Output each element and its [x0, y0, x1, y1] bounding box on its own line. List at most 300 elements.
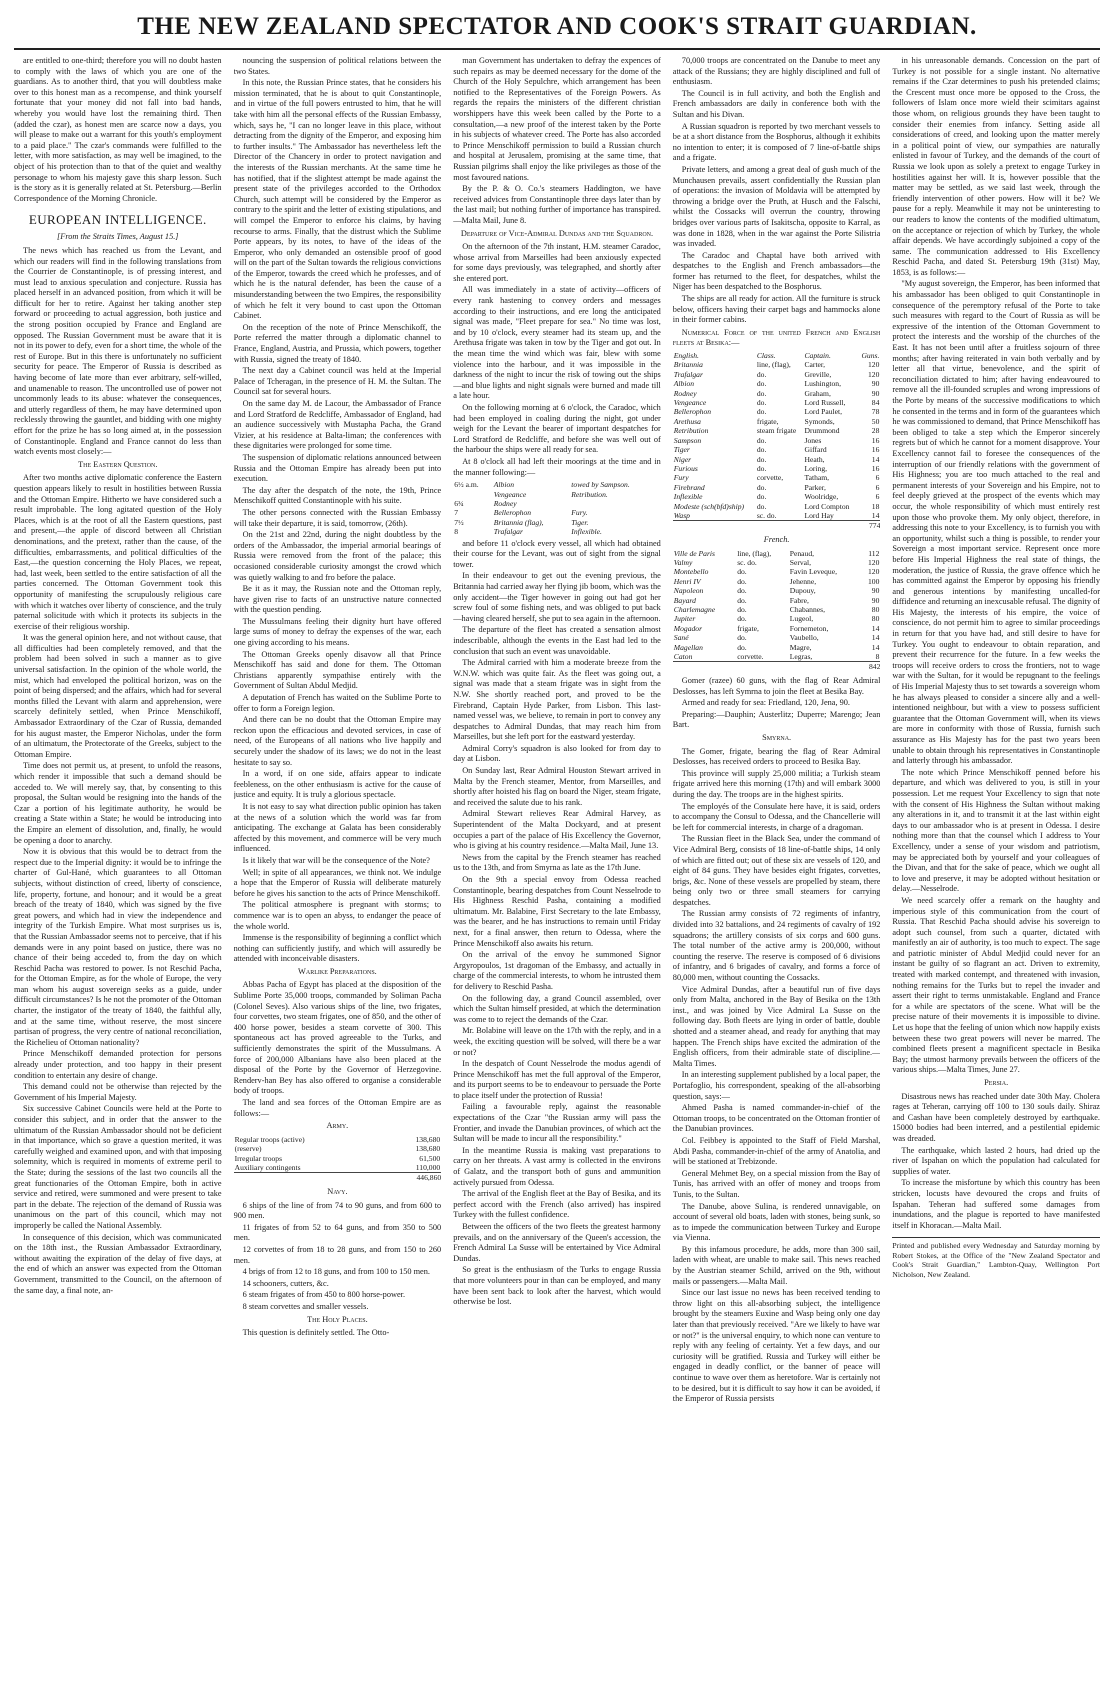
ship-class: do. — [756, 454, 767, 464]
french-head: French. — [763, 534, 790, 544]
ship-guns: 6 — [875, 482, 880, 492]
ship-name: Bellerophon — [673, 407, 712, 417]
paragraph: After two months active diplomatic conference the Eastern question appears likely to result in hostilities between Russia and the Ottoman Empire. Hitherto we have considered such a result improbable. The long agitated question of the Holy Places, which is at the root of all the Eastern questions, past and present,—the apple of discord between all Christian denominations, and the pretext, rather than the cause, of the difficulties, embarrassments, and political difficulties of the East,—the question concerning the Holy Places, we repeat, had, last week, been settled to the entire satisfaction of all the parties concerned. The Ottoman Government took this opportunity of manifesting the scrupulously religious care with which it watches over liberty of conscience, and the truly paternal solicitude with which it protects its subjects in the exercise of their religious worship. — [14, 473, 222, 631]
ship-guns: 112 — [868, 548, 880, 558]
fleet-row — [673, 455, 881, 464]
fleet-row — [673, 624, 881, 633]
paragraph: are entitled to one-third; therefore you will no doubt hasten to comply with the laws of which you are one of the guardians. As to another third, that you will doubtless make over to this honest man as a recompense, and think yourself fortunate that your money did not fall into bad hands, whereby you would have lost the remaining third. Then (added the czar), as honest men are scarce now a days, you will please to make out a warrant for this youth's employment to a paid place." The czar's commands were fulfilled to the letter, with more satisfaction, as may well be imagined, to the object of his protection than to that of the quiet and wealthy personage to whom his majesty gave this sharp lesson. Such is the story as it is generally related at St. Petersburg.—Berlin Correspondence of the Morning Chronicle. — [14, 56, 222, 203]
ship-guns: 120 — [868, 360, 880, 370]
paragraph: The Gomer, frigate, bearing the flag of Rear Admiral Deslosses, has received orders to proceed to Besika Bay. — [672, 746, 881, 767]
fleet-row — [673, 398, 881, 407]
paragraph: In the meantime Russia is making vast preparations to carry on her threats. A vast army is collected in the environs of Galatz, and the transport both of guns and ammunition actively pursued from Odessa. — [453, 1145, 661, 1187]
paragraph: Abbas Pacha of Egypt has placed at the disposition of the Sublime Porte 35,000 troops, commanded by Soliman Pacha (Colonel Seves). Also various ships of the line, two frigates, four corvettes, two steam frigates, one of 850, and the other of 400 horse power, besides a steam corvette of 300. This spontaneous act has proved agreeable to the Turks, and sufficiently demonstrates the spirit of the Mussulmans. A force of 200,000 Albanians have also been placed at the disposal of the Porte by the Governor of Herzegovine. Renderv-han Bey has also offered to organise a considerable body of troops. — [233, 980, 442, 1096]
ship-class: do. — [756, 445, 767, 455]
paragraph: The Caradoc and Chaptal have both arrived with despatches to the English and French ambassadors—the former has returned to the fleet, for despatches, whilst the Niger has been despatched to the Bosphorus. — [672, 250, 881, 292]
army-value: 138,680 — [415, 1134, 441, 1144]
paragraph: On Sunday last, Rear Admiral Houston Stewart arrived in Malta by the French steamer, Mentor, from Marseilles, and shortly after hoisted his flag on board the Niger, steam frigate, and received the salute due to his rank. — [453, 766, 661, 807]
paragraph: Well; in spite of all appearances, we think not. We indulge a hope that the Emperor of Russia will deliberate maturely before he gives his sanction to the acts of Prince Menschikoff. — [233, 867, 442, 898]
fleet-row — [673, 549, 881, 558]
tow-row — [453, 518, 661, 527]
col1-body-2 — [14, 473, 222, 1296]
fleet-row — [673, 577, 881, 586]
paragraph: This province will supply 25,000 militia; a Turkish steam frigate arrived here this morning (17th) and will embark 3000 during the day. The troops are in the highest spirits. — [672, 768, 881, 799]
ship-captain: Favin Leveque, — [789, 567, 838, 577]
col5-persia — [892, 1092, 1100, 1232]
tow-ship: Bellerophon — [493, 508, 532, 518]
paragraph: It is not easy to say what direction public opinion has taken at the news of a solution which the world was far from anticipating. The exchange at Galata has been considerably affected by this movement, and commerce will be very much influenced. — [233, 801, 442, 854]
ship-guns: 120 — [868, 557, 880, 567]
col3-body — [453, 56, 661, 227]
fleet-row — [673, 586, 881, 595]
paragraph: On the reception of the note of Prince Menschikoff, the Porte referred the matter through a diplomatic channel to France, England, Austria, and Prussia, which powers, together with Russia, signed the treaty of 1840. — [233, 322, 442, 364]
ship-class: line, (flag), — [756, 360, 791, 370]
holy-places-text: This question is definitely settled. The Otto- — [242, 1328, 390, 1338]
paragraph: On the afternoon of the 7th instant, H.M. steamer Caradoc, whose arrival from Marseilles had been anxiously expected for some days previously, was telegraphed, and shortly after she entered port. — [453, 242, 661, 283]
paragraph: The other persons connected with the Russian Embassy will take their departure, it is said, tomorrow, (26th). — [233, 507, 442, 528]
ship-guns: 90 — [871, 379, 880, 389]
paragraph: The Ottoman Greeks openly disavow all that Prince Menschikoff has said and done for them. The Ottoman Christians apparently sympathise entirely with the Government of Sultan Abdul Medjid. — [233, 649, 442, 691]
army-value: 110,000 — [415, 1163, 441, 1172]
fleet-row — [673, 473, 881, 482]
ship-captain: Jones — [804, 435, 822, 445]
subhead-eastern-question: The Eastern Question. — [78, 459, 158, 469]
paragraph: A Russian squadron is reported by two merchant vessels to be at a short distance from the Bosphorus, although it exhibits no intention to enter; it is composed of 7 line-of-battle ships and a frigate. — [672, 121, 881, 163]
ship-guns: 16 — [871, 435, 880, 445]
paragraph: News from the capital by the French steamer has reached us to the 13th, and from Smyrna as late as the 17th June. — [453, 852, 661, 873]
paragraph: Between the officers of the two fleets the greatest harmony prevails, and on the anniversary of the Queen's accession, the French Admiral La Susse will be entertained by Vice Admiral Dundas. — [453, 1222, 661, 1263]
ship-captain: Lord Compton — [804, 501, 850, 511]
army-row — [234, 1163, 442, 1172]
ship-guns: 28 — [871, 426, 880, 436]
ship-guns: 8 — [875, 652, 880, 661]
paragraph: The day after the despatch of the note, the 19th, Prince Menschikoff quitted Constantinople with his suite. — [233, 485, 442, 506]
army-value: 61,500 — [419, 1153, 441, 1163]
fleet-row — [673, 360, 881, 369]
col2-body-2 — [234, 980, 442, 1119]
ship-name: Montebello — [673, 567, 709, 577]
paragraph: Mr. Bolabine will leave on the 17th with the reply, and in a week, the exciting question will be solved, will there be a war or not? — [453, 1026, 661, 1057]
army-total: 446,860 — [234, 1172, 442, 1184]
paragraph: Gomer (razee) 60 guns, with the flag of Rear Admiral Deslosses, has left Symrna to join the fleet at Besika Bay. — [672, 676, 881, 696]
paragraph: On the 9th a special envoy from Odessa reached Constantinople, bearing despatches from Count Nesselrode to His Highness Reschid Pasha, containing a modified ultimatum. Mr. Balabine, First Secretary to the late Embassy, was the bearer, and he has instructions to remain until Friday next, for a final answer, then return to Odessa, where the Prince Menschikoff also awaits his return. — [453, 875, 661, 948]
paragraph: Ahmed Pasha is named commander-in-chief of the Ottoman troops, to be concentrated on the Ottoman frontier of the Danubian provinces. — [672, 1103, 881, 1134]
paragraph: On the same day M. de Lacour, the Ambassador of France and Lord Stratford de Redcliffe, Ambassador of England, had an audience successively with Mustapha Pacha, the Grand Vizier, at his residence at Balta-liman; the conferences with these dignitaries were prolonged for some time. — [233, 399, 442, 451]
col4-after-table — [673, 676, 881, 731]
ship-captain: Giffard — [804, 445, 827, 455]
paragraph: 6 steam frigates of from 450 to 800 horse-power. — [242, 1290, 406, 1300]
masthead-rule — [14, 48, 1100, 50]
ship-captain: Fabre, — [789, 595, 809, 605]
paragraph: The suspension of diplomatic relations announced between Russia and the Ottoman Empire has already been put into execution. — [233, 452, 442, 484]
columns — [14, 56, 1100, 1681]
tow-ship: Albion — [493, 480, 515, 490]
ship-guns: 84 — [871, 398, 880, 408]
paragraph: Prince Menschikoff demanded protection for persons already under protection, and too happy in their present condition to entertain any desire of change. — [14, 1049, 222, 1080]
paragraph: In a word, if on one side, affairs appear to indicate feebleness, on the other enthusiasm is active for the cause of justice and equity. It is truly a glorious spectacle. — [233, 769, 442, 800]
ship-name: Niger — [673, 454, 692, 464]
fleet-row — [673, 483, 881, 492]
paragraph: The Mussulmans feeling their dignity hurt have offered large sums of money to defray the expenses of the war, each one giving according to his means. — [233, 616, 442, 648]
ship-captain: Magre, — [789, 642, 812, 652]
tow-time: 7½ — [454, 517, 464, 527]
ship-name: Firebrand — [673, 482, 705, 492]
tow-towed-by: towed by Sampson. — [571, 480, 630, 490]
ship-name: Valmy — [673, 557, 693, 567]
paragraph: In consequence of this decision, which was communicated on the 18th inst., the Russian Ambassador Extraordinary, without awaiting the expiration of the delay of five days, at the end of which an answer was expected from the Ottoman Government, transmitted to the Council, on the afternoon of the same day, a final note, an- — [14, 1232, 222, 1295]
fleet-row — [673, 596, 881, 605]
ship-captain: Serval, — [789, 557, 812, 567]
ship-captain: Carter, — [804, 360, 826, 370]
ship-guns: 6 — [875, 492, 880, 502]
ship-class: do. — [756, 388, 767, 398]
naval-force-head: Numerical Force of the united French and English fleets at Besika:— — [672, 327, 881, 348]
paragraph: 12 corvettes of from 18 to 28 guns, and from 150 to 260 men. — [233, 1244, 442, 1265]
ship-name: Modeste (sch(bfd)ship) — [673, 501, 745, 511]
ship-captain: Graham, — [804, 388, 831, 398]
paragraph: The note which Prince Menschikoff penned before his departure, and which was delivered to you, is still in your possession. Let me request Your Excellency to sign that note with the consent of His Highness the Sultan without making any alterations in it, and to transmit it at the last within eight days to our ambassador who is at present in Odessa. I desire nothing more than that the counsel which I address to Your Excellency, under a sense of your wisdom and patriotism, may be appreciated both by yourself and your colleagues of the Divan, and that for the sake of peace, which we ought all to love and preserve, it may be adopted without hesitation or delay.—Nesselrode. — [892, 767, 1100, 894]
paragraph: By this infamous procedure, he adds, more than 300 sail, laden with wheat, are unable to make sail. This news reached by the Austrian steamer Schild, arrived on the 9th, without mails or passengers.—Malta Mail. — [672, 1244, 881, 1286]
tow-ship: Britannia (flag), — [493, 517, 544, 527]
fleet-row — [673, 502, 881, 511]
navy-list — [234, 1201, 442, 1313]
fleet-row — [673, 426, 881, 435]
subhead-persia: Persia. — [984, 1078, 1009, 1087]
subhead-holy-places: The Holy Places. — [307, 1314, 368, 1324]
section-title-european-intelligence: EUROPEAN INTELLIGENCE. — [28, 212, 207, 228]
tow-towed-by: Fury. — [571, 508, 588, 518]
tow-table — [453, 480, 661, 536]
masthead: THE NEW ZEALAND SPECTATOR AND COOK'S STRAIT GUARDIAN. — [137, 13, 977, 40]
tow-towed-by: Tiger. — [571, 517, 589, 527]
imprint: Printed and published every Wednesday and Saturday morning by Robert Stokes, at the Office of the "New Zealand Spectator and Cook's Strait Guardian," Lambton-Quay, Wellington Port Nicholson, New Zealand. — [892, 1237, 1100, 1279]
col-head-name: English. — [673, 351, 699, 361]
fleet-row — [673, 407, 881, 416]
paragraph: Is it likely that war will be the consequence of the Note? — [242, 855, 430, 865]
english-fleet-table — [673, 351, 881, 520]
ship-name: Mogador — [673, 623, 703, 633]
col4-body — [673, 56, 881, 326]
paragraph: The earthquake, which lasted 2 hours, had dried up the river of Ispahan on which the population had calculated for supplies of water. — [892, 1145, 1100, 1176]
paragraph: On the arrival of the envoy he summoned Signor Argyropoulos, 1st dragoman of the Embassy, and actually in charge of the commercial interests, to whom he intrusted them for delivery to Reschid Pasha. — [453, 950, 661, 991]
ship-captain: Chabannes, — [789, 604, 825, 614]
ship-guns: 14 — [871, 633, 880, 643]
ship-captain: Penaud, — [789, 548, 815, 558]
ship-name: Retribution — [673, 426, 709, 436]
fleet-row — [673, 558, 881, 567]
ship-guns: 14 — [871, 623, 880, 633]
col4-smyrna — [673, 747, 881, 1405]
ship-guns: 90 — [871, 388, 880, 398]
ship-name: Rodney — [673, 388, 697, 398]
ship-captain: Jehenne, — [789, 576, 817, 586]
ship-captain: Drummond — [804, 426, 840, 436]
army-row — [234, 1144, 442, 1153]
paragraph: So great is the enthusiasm of the Turks to engage Russia that more volunteers pour in than can be employed, and many have been sent back to look after the harvest, which would otherwise be lost. — [453, 1265, 661, 1307]
ship-captain: Vaubello, — [789, 633, 819, 643]
fleet-row — [673, 614, 881, 623]
ship-captain: Lord Hay — [804, 510, 834, 520]
ship-guns: 50 — [871, 416, 880, 426]
ship-captain: Parker, — [804, 482, 826, 492]
tow-row — [453, 527, 661, 536]
paragraph: The employés of the Consulate here have, it is said, orders to accompany the Consul to Odessa, and the Chancellerie will be left for commercial interests, in charge of a dragoman. — [672, 801, 881, 832]
ship-class: frigate, — [756, 416, 779, 426]
ship-class: do. — [756, 379, 767, 389]
ship-name: Inflexible — [673, 492, 703, 502]
fleet-row — [673, 492, 881, 501]
ship-name: Tiger — [673, 445, 690, 455]
paragraph: The political atmosphere is pregnant with storms; to commence war is to open an abyss, to endanger the peace of the whole world. — [233, 900, 442, 931]
subhead-departure-dundas: Departure of Vice-Admiral Dundas and the Squadron. — [460, 228, 654, 238]
fleet-row — [673, 436, 881, 445]
ship-guns: 6 — [875, 473, 880, 483]
ship-class: line, (flag), — [737, 548, 772, 558]
fleet-row — [673, 464, 881, 473]
ship-captain: Fornemeton, — [789, 623, 829, 633]
french-fleet-table — [673, 549, 881, 662]
subhead-warlike-preparations: Warlike Preparations. — [298, 966, 377, 976]
paragraph: This demand could not be otherwise than rejected by the Government of his Imperial Majesty. — [14, 1082, 222, 1102]
paragraph: man Government has undertaken to defray the expences of such repairs as may be deemed necessary for the dome of the Church of the Holy Sepulchre, which arrangement has been notified to the Representatives of the Foreign Powers. As regards the repairs the ministers of the different christian worshippers have this week been called by the Porte to a consultation,—a new proof of the interest taken by the Porte in his subjects of whatever creed. The Porte has also accorded to Prince Menschikoff permission to build a Russian church and hospital at Jerusalem, promising at the same time, that Russian pilgrims shall enjoy the like privileges as those of the most favoured nations. — [453, 56, 661, 182]
tow-row — [453, 490, 661, 499]
ship-class: do. — [737, 642, 747, 652]
col1-body — [14, 246, 222, 458]
ship-class: do. — [737, 614, 747, 624]
ship-captain: Heath, — [804, 454, 825, 464]
french-total: 842 — [673, 661, 881, 673]
army-row — [234, 1154, 442, 1163]
ship-name: Fury — [673, 473, 689, 483]
paragraph: 4 brigs of from 12 to 18 guns, and from 100 to 150 men. — [242, 1267, 430, 1277]
ship-name: Vengeance — [673, 398, 707, 408]
ship-class: do. — [756, 398, 767, 408]
col5-body — [892, 56, 1100, 1076]
col3-body-2 — [453, 539, 661, 1308]
tow-row — [453, 508, 661, 517]
ship-guns: 80 — [871, 604, 880, 614]
paragraph: The land and sea forces of the Ottoman Empire are as follows:— — [233, 1098, 442, 1118]
fleet-row — [673, 445, 881, 454]
ship-captain: Greville, — [804, 369, 832, 379]
ship-class: do. — [737, 567, 747, 577]
ship-name: Jupiter — [673, 614, 696, 624]
paragraph: General Mehmet Bey, on a special mission from the Bay of Tunis, has arrived with an offer of money and troops from Tunis, to the Sultan. — [672, 1168, 881, 1199]
paragraph: Since our last issue no news has been received tending to throw light on this all-absorbing subject, the intelligence brought by the steamers Euxine and Wasp being only one day later than that previously received. "Are we likely to have war or not?" is the universal enquiry, to which none can venture to reply with any feeling of certainty. Yet a few days, and our curiosity will be gratified. Russia and Turkey will either be engaged in deadly conflict, or the banner of peace will continue to wave over them as heretofore. War is certainly not to be desired, but it is difficult to say how it can be avoided, if the Emperor of Russia persists — [672, 1288, 881, 1404]
fleet-row — [673, 389, 881, 398]
paragraph: "My august sovereign, the Emperor, has been informed that his ambassador has been obliged to quit Constantinople in consequence of the peremptory refusal of the Porte to take such measures with regard to the Court of Russia as will be expressive of the intention of the Ottoman Government to protect the interests and the worship of the churches of the East. It has not been until after a fruitless sojourn of three months; after having reiterated in vain both verbally and by letter all that virtue, benevolence, and the spirit of reconciliation dictated to him; after having endeavoured to remove all the ill-founded scruples and wrong impressions of the Porte by means of the successive modifications to which he consented in the terms and in form of the guarantees which he was commissioned to demand, that Prince Menschikoff has been obliged to take a step which the Emperor sincerely regrets but of which he cannot for a moment disapprove. Your Excellency cannot fail to foresee the consequences of the interruption of our friendly relations with the government of His Highness; you are too much attached to the real and permanent interests of your Sovereign and his Empire, not to feel deeply grieved at the prospect of the events which may occur, the whole responsibility of which must entirely rest upon those who provoke them. My only object, therefore, in addressing this note to your Excellency, is to furnish you with an opportunity, whilst such a thing is possible, to render your Sovereign a most important service. Represent once more before His Imperial Highness the real state of things, the moderation, the justice of Russia, the grave offence which he has committed against the Emperor by opposing his friendly and generous intentions by manifesting uncalled-for diffidence and returning an inexcusable refusal. The dignity of His Majesty, the interests of his empire, the voice of conscience, do not permit him to agree to similar proceedings in return for that you have had, and still desire to have for Turkey. You ought to endeavour to obtain reparation, and prevent their recurrence for the future. In a few weeks the troops will receive orders to cross the frontiers, not to wage war with the Sultan, for it would be repugnant to the feelings of His Imperial Majesty thus to set towards a sovereign whom he has always pleased to consider a sincere ally and a well-intentioned neighbour, but with a view to possess sufficient guarantee that the Ottoman Government will, when its views are more in conformity with those of Russia, furnish such assurance as His Majesty has for the past two years been unable to obtain through his representatives in Constantinople and latterly through his ambassador. — [892, 279, 1100, 766]
paragraph: In their endeavour to get out the evening previous, the Britannia had carried away her flying jib boom, which was the only accident—the Tiger however in going out had got her screw foul of some fishing nets, and was obliged to put back—having cleared herself, she put to sea again in the afternoon. — [453, 571, 661, 623]
section-source: [From the Straits Times, August 15.] — [57, 232, 179, 242]
ship-class: corvette. — [737, 652, 764, 661]
ship-guns: 16 — [871, 463, 880, 473]
ship-class: do. — [737, 576, 747, 586]
ship-captain: Lushington, — [804, 379, 841, 389]
ship-name: Charlemagne — [673, 604, 716, 614]
column-2 — [234, 56, 442, 1681]
ship-guns: 18 — [871, 501, 880, 511]
tow-towed-by: Inflexible. — [571, 527, 602, 537]
ship-class: sc. do. — [737, 557, 757, 567]
ship-guns: 78 — [871, 407, 880, 417]
tow-time: 6¾ — [454, 498, 464, 508]
tow-row — [453, 499, 661, 508]
ship-name: Ville de Paris — [673, 548, 715, 558]
ship-guns: 14 — [871, 642, 880, 652]
paragraph: The departure of the fleet has created a sensation almost indescribable, although the events in the East had led to the conclusion that such an event was unavoidable. — [453, 625, 661, 656]
ship-class: do. — [737, 604, 747, 614]
ship-captain: Legras, — [789, 652, 813, 661]
paragraph: A deputation of French has waited on the Sublime Porte to offer to form a Foreign legion. — [233, 693, 442, 713]
paragraph: in his unreasonable demands. Concession on the part of Turkey is not possible for a single instant. No alternative remains if the Czar determines to push his pretended claims; the Crescent must once more be opposed to the Cross, the followers of Islam once more wield their scimitars against those whom, on religious grounds they have been taught to consider their enemies from infancy. Setting aside all considerations of creed, and looking upon the matter merely in a political point of view, our sympathies are naturally enlisted in favour of Turkey, and the demands of the court of Russia we look upon as solely a pretext to engage Turkey in hostilities against her will. It is, however possible that the matter may be settled, as we said last week, through the friendly intervention of other powers. How will it be? We pause for a reply. Meanwhile it may not be uninteresting to our readers to know the contents of the modified ultimatum, on the acceptance or rejection of which by Turkey, the whole affair depends. We have accordingly subjoined a copy of the same. The communication addressed to His Excellency Reschid Pacha, and dated St. Petersburg 19th (31st) May, 1853, is as follows:— — [892, 56, 1100, 277]
col1-intro — [14, 56, 222, 204]
ship-class: frigate, — [737, 623, 759, 633]
fleet-row — [673, 633, 881, 642]
ship-captain: Tatham, — [804, 473, 830, 483]
tow-time: 6½ a.m. — [454, 480, 479, 490]
paragraph: Admiral Corry's squadron is also looked for from day to day at Lisbon. — [453, 743, 661, 764]
paragraph: Be it as it may, the Russian note and the Ottoman reply, have given rise to facts of an unstructive nature connected with the question pending. — [233, 584, 442, 615]
tow-time: 8 — [454, 527, 458, 537]
column-1 — [14, 56, 222, 1681]
col-head-class: Class. — [756, 351, 776, 361]
paragraph: Armed and ready for sea: Friedland, 120, Jena, 90. — [681, 698, 850, 708]
ship-class: do. — [756, 492, 767, 502]
tow-ship: Trafalgar — [493, 527, 523, 537]
paragraph: Disastrous news has reached under date 30th May. Cholera rages at Teheran, carrying off 100 to 130 souls daily. Shiraz and Cashan have been completely destroyed by earthquake. 15000 bodies had been interred, and a pestilential epidemic was dreaded. — [892, 1091, 1100, 1143]
ship-guns: 120 — [868, 567, 880, 577]
col3-departure — [453, 242, 661, 478]
paragraph: Now it is obvious that this would be to detract from the respect due to the Imperial dignity: it would be to infringe the charter of Gul-Hané, which guarantees to all Ottoman subjects, without distinction of creed, liberty of conscience, life, property, fortune, and honour; and it would be a great breach of the treaty of 1840, which was signed by the five great powers, and which had in view the independence and integrity of the Turkish Empire. What most surprises us is, that the Russian Ambassador seems not to perceive, that if his demands were in any point based on justice, there was no chance of their being acceded to, from the day on which Reschid Pacha was restored to power. Is not Reschid Pacha, for the Ottoman Empire, as for the whole of Europe, the very man whom his august sovereign seeks as a guide, under difficult circumstances? Is he not the promoter of the Ottoman charter, the instigator of the treaty of 1840, the faithful ally, and at the same time, without reserve, the most sincere partisan of progress, the very centre of national reconciliation, the Richelieu of Ottoman nationality? — [14, 847, 222, 1047]
subhead-smyrna: Smyrna. — [762, 732, 792, 742]
ship-name: Sampson — [673, 435, 702, 445]
tow-time: 7 — [454, 508, 458, 518]
paragraph: Six successive Cabinet Councils were held at the Porte to consider this subject, and in order that the answer to the ultimatum of the Russian Ambassador should not be deficient in that importance, which so grave a question merited, it was carefully weighed and examined upon, and with that imposing solemnity, which is required in moments of extreme peril to the State; during the sessions of the last two councils all the great functionaries of the Ottoman Empire, both in active service and retired, were summoned and were present to take part in the debate. The rejection of the demand of Russia was unanimous on the part of this council, which may not improperly be called the National Assembly. — [14, 1104, 222, 1230]
ship-class: do. — [737, 633, 747, 643]
paragraph: 6 ships of the line of from 74 to 90 guns, and from 600 to 900 men. — [233, 1200, 442, 1221]
army-row — [234, 1135, 442, 1144]
paragraph: 14 schooners, cutters, &c. — [242, 1278, 329, 1288]
ship-captain: Woolridge, — [804, 492, 839, 502]
ship-name: Napoleon — [673, 586, 704, 596]
fleet-row — [673, 652, 881, 661]
paragraph: It was the general opinion here, and not without cause, that all difficulties had been completely removed, and that the problem had been solved in such a manner as to give universal satisfaction. In the opinion of the whole world, the mist, which had enveloped the political horizon, was on the point of being dispersed; and the affairs, which had for several months filled the Levant with alarm and apprehension, were scarcely definitely settled, when Prince Menschikoff, Ambassador Extraordinary of the Czar of Russia, demanded for his august master, the Emperor Nicholas, under the form of an ultimatum, the Protectorate of the Greeks, subject to the Ottoman Empire. — [14, 633, 222, 759]
paragraph: The Admiral carried with him a moderate breeze from the W.N.W. which was quite fair. As the fleet was going out, a signal was made that a steam frigate was in sight from the N.W. She shortly reached port, and proved to be the Firebrand, Captain Hyde Parker, from Lisbon. This last-named vessel was, we believe, to remain in port to convey any despatches to Admiral Dundas, that may reach him from Marseilles, but she left port for the eastward yesterday. — [453, 658, 661, 742]
paragraph: On the 21st and 22nd, during the night doubtless by the orders of the Ambassador, the imperial armorial bearings of Russia were removed from the front of the palace; this occasioned considerable curiosity amongst the crowd which was quietly walking to and fro before the palace. — [233, 530, 442, 582]
paragraph: The ships are all ready for action. All the furniture is struck below, officers having their carpet bags and hammocks alone in their former cabins. — [672, 294, 881, 325]
ship-captain: Dupouy, — [789, 586, 816, 596]
ship-name: Caton — [673, 652, 693, 661]
ship-name: Bayard — [673, 595, 696, 605]
ship-class: do. — [756, 407, 767, 417]
subhead-army: Army. — [326, 1121, 349, 1131]
paragraph: Private letters, and among a great deal of gush much of the Munchausen prevails, assert confidentially the Russian plan of operations: the invasion of Moldavia will be attempted by throwing a bridge over the Pruth, at Husch and the Falschi, whilst the Cossacks will overrun the country, throwing bridges over various parts of Isakitscha, opposite to Karral, as was done in 1828, when in the war against the Porte Silistria was invaded. — [672, 164, 881, 249]
ship-guns: 100 — [868, 576, 880, 586]
paragraph: Admiral Stewart relieves Rear Admiral Harvey, as Superintendent of the Malta Dockyard, and at present occupies a part of the palace of His Excellency the Governor, who is giving at his country residence.—Malta Mail, June 13. — [453, 809, 661, 851]
army-value: 138,680 — [415, 1144, 441, 1154]
english-total: 774 — [673, 520, 881, 532]
paragraph: On the following morning at 6 o'clock, the Caradoc, which had been employed in coaling during the night, got under weigh for the Levant the bearer of important despatches for Lord Stratford de Redcliffe, and before she was well out of the harbour the ships were all ready for sea. — [453, 403, 661, 455]
ship-guns: 90 — [871, 586, 880, 596]
ship-name: Arethusa — [673, 416, 701, 426]
ship-class: do. — [737, 595, 747, 605]
ship-guns: 90 — [871, 595, 880, 605]
col2-body — [234, 56, 442, 965]
ship-guns: 80 — [871, 614, 880, 624]
ship-guns: 120 — [868, 369, 880, 379]
tow-towed-by — [570, 499, 661, 508]
army-label: Regular troops (active) — [234, 1134, 305, 1144]
ship-name: Albion — [673, 379, 695, 389]
ship-class: do. — [756, 369, 767, 379]
ship-class: do. — [737, 586, 747, 596]
ship-class: steam frigate — [756, 426, 797, 436]
paragraph: The next day a Cabinet council was held at the Imperial Palace of Tcheragan, in the presence of H. M. the Sultan. The Council sat for several hours. — [233, 366, 442, 397]
paragraph: The Council is in full activity, and both the English and French ambassadors are daily in conference both with the Sultan and his Divan. — [672, 88, 881, 119]
column-3 — [453, 56, 661, 1681]
ship-name: Sané — [673, 633, 689, 643]
paragraph: And there can be no doubt that the Ottoman Empire may reckon upon the efficacious and devoted services, in case of need, of the Europeans of all nations who live happily and securely under the shadow of its laws; we do not in the least hesitate to say so. — [233, 715, 442, 767]
paragraph: The Russian fleet in the Black Sea, under the command of Vice Admiral Berg, consists of 18 line-of-battle ships, 14 only of which are fitted out; out of these six are vessels of 120, and eight of 84 guns. They have besides eight frigates, corvettes, brigs, &c. None of these vessels are propelled by steam, there being only two or three small steamers for carrying despatches. — [672, 834, 881, 907]
fleet-row — [673, 379, 881, 388]
column-5 — [892, 56, 1100, 1681]
paragraph: The Danube, above Sulina, is rendered unnavigable, on account of several old boats, laden with stones, being sunk, so as to impede the communication between Turkey and Europe via Vienna. — [672, 1201, 881, 1243]
paragraph: In the despatch of Count Nesselrode the modus agendi of Prince Menschikoff has met the full approval of the Emperor, and its purport seems to be to endeavour to persuade the Porte to place itself under the protection of Russia! — [453, 1059, 661, 1100]
paragraph: We need scarcely offer a remark on the haughty and imperious style of this communication from the court of Russia. That Reschid Pacha should advise his sovereign to adopt such counsel, from such a quarter, dictated with manifestly an air of authority, is too much to expect. The sage and patriotic minister of Abdul Medjid could never for an instant be guilty of so flagrant an act. Driven to extremity, treated with marked contempt, and threatened with invasion, nothing remains for the Turks but to repel the invader and assert their right to terms unmistakable. England and France for a while are spectators of the scene. What will be the precise nature of their movements it is impossible to divine. Let us hope that the feeling of union which now happily exists between these two great powers will never be marred. The combined fleets present a magnificent spectacle in Besika Bay; the utmost harmony prevails between the officers of the various ships.—Malta Times, June 27. — [892, 895, 1100, 1075]
tow-ship: Rodney — [493, 498, 517, 508]
ship-guns: 16 — [871, 445, 880, 455]
paragraph: To increase the misfortune by which this country has been stricken, locusts have devoured the crops and fruits of Ispahan. Teheran had suffered some damages from inundations, and the plague is reported to have manifested itself in Khoracan.—Malta Mail. — [892, 1178, 1100, 1230]
ship-captain: Loring, — [804, 463, 828, 473]
ship-name: Trafalgar — [673, 369, 703, 379]
fleet-row — [673, 567, 881, 576]
paragraph: By the P. & O. Co.'s steamers Haddington, we have received advices from Constantinople three days later than by the last mail; but nothing further of importance has transpired.—Malta Mail, June 8. — [453, 184, 661, 225]
paragraph: Vice Admiral Dundas, after a beautiful run of five days only from Malta, anchored in the Bay of Besika on the 13th inst., and was joined by Vice Admiral La Susse on the following day. Both fleets are lying in order of battle, double shotted and a steamer ahead, and ready for anything that may happen. The French ships have excited the admiration of the English officers, from their admirable state of discipline.—Malta Times. — [672, 984, 881, 1068]
column-4 — [673, 56, 881, 1681]
paragraph: Immense is the responsibility of beginning a conflict which nothing can sufficiently justify, and which will assuredly be attended with inconceivable disasters. — [233, 933, 442, 964]
ship-class: do. — [756, 463, 767, 473]
ship-name: Henri IV — [673, 576, 701, 586]
paragraph: The Russian army consists of 72 regiments of infantry, divided into 32 battalions, and 24 regiments of cavalry of 192 squadrons; the artillery consists of six corps and 600 guns. The total number of the active army is 200,000, without counting the reserve. The reserve is composed of 6 divisions of infantry, and 6 brigades of cavalry, and forms a force of 80,000 men, without counting the Cossacks. — [672, 909, 881, 983]
paragraph: In an interesting supplement published by a local paper, the Portafoglio, his correspondent, speaking of the all-absorbing question, says:— — [672, 1070, 881, 1101]
ship-class: do. — [756, 435, 767, 445]
ship-name: Magellan — [673, 642, 703, 652]
army-table — [234, 1135, 442, 1173]
fleet-row — [673, 511, 881, 520]
ship-name: Wasp — [673, 510, 690, 520]
ship-guns: 14 — [871, 510, 880, 520]
paragraph: and before 11 o'clock every vessel, all which had obtained their course for the Levant, was out of sight from the signal tower. — [453, 538, 661, 569]
tow-time — [453, 490, 493, 499]
paragraph: Preparing:—Dauphin; Austerlitz; Duperre; Marengo; Jean Bart. — [672, 709, 881, 730]
fleet-row — [673, 370, 881, 379]
paragraph: Failing a favourable reply, against the reasonable expectations of the Czar "the Russian army will pass the Frontier, and invade the Danubian provinces, of which act the Sultan will be made to incur all the responsibility." — [453, 1102, 661, 1144]
tow-towed-by: Retribution. — [571, 489, 608, 499]
paragraph: nouncing the suspension of political relations between the two States. — [233, 56, 442, 76]
paragraph: The news which has reached us from the Levant, and which our readers will find in the following translations from the Courrier de Constantinople, is of pressing interest, and must lead to anxious speculation and conjecture. Russia has placed herself in an advanced position, from which it will be difficult for her to retire. Against her taking another step forward or proceeding to actual aggression, both justice and the strong position occupied by France and England are opposed. The Russian Government must be aware that it is not in its power to defy, even for a short time, the whole of the rest of Europe. But in this there is unfortunately no sufficient security for peace. The Emperor of Russia is described as having become of late more than ever arbitrary, self-willed, and unamenable to reason. The uncontrolled use of power not uncommonly leads to its abuse: whatever the consequences, and utterly regardless of them, he may have determined upon recklessly throwing the gauntlet, and bidding with one mighty effort for the prize he has so long aimed at, in the possession of Constantinople. England and France cannot do less than watch events most closely:— — [14, 245, 222, 457]
fleet-row — [673, 605, 881, 614]
subhead-navy: Navy. — [327, 1187, 348, 1196]
army-label: (reserve) — [234, 1144, 262, 1154]
paragraph: In this note, the Russian Prince states, that he considers his mission terminated, that he is about to quit Constantinople, and in virtue of the full powers entrusted to him, that he will take with him all the personal effects of the Russian Embassy, which, says he, "I can no longer leave in this place, without detracting from the dignity of the Emperor, and exposing him to further insults." The Ambassador has nevertheless left the Director of the Chancery in order to protect navigation and the interests of the Russian merchants. At the same time he has notified, that if the slightest attempt be made against the present state of the privileges accorded to the Orthodox Church, such attempt will be considered by the Emperor as contrary to the spirit and the letter of existing stipulations, and will compel the Emperor to enforce his claims, by having recourse to arms. Finally, that the distrust which the Sublime Porte appears, by its notes, to have of the ideas of the Emperor, who only demanded an ostensible proof of good will on the part of the Sultan towards the religious convictions of the Emperor, towards the creed which he professes, and of which he is the natural defender, has been the cause of a misunderstanding between the two Empires, the responsibility of which he felt it very bound to cast upon the Ottoman Cabinet. — [233, 78, 442, 321]
paragraph: At 8 o'clock all had left their moorings at the time and in the manner following:— — [453, 456, 661, 477]
ship-guns: 14 — [871, 454, 880, 464]
ship-captain: Lord Paulet, — [804, 407, 843, 417]
army-label: Irregular troops — [234, 1153, 283, 1163]
ship-class: corvette, — [756, 473, 784, 483]
ship-captain: Lord Russell, — [804, 398, 846, 408]
ship-captain: Symonds, — [804, 416, 835, 426]
paragraph: 70,000 troops are concentrated on the Danube to meet any attack of the Russians; they are highly disciplined and full of enthusiasm. — [672, 56, 881, 87]
